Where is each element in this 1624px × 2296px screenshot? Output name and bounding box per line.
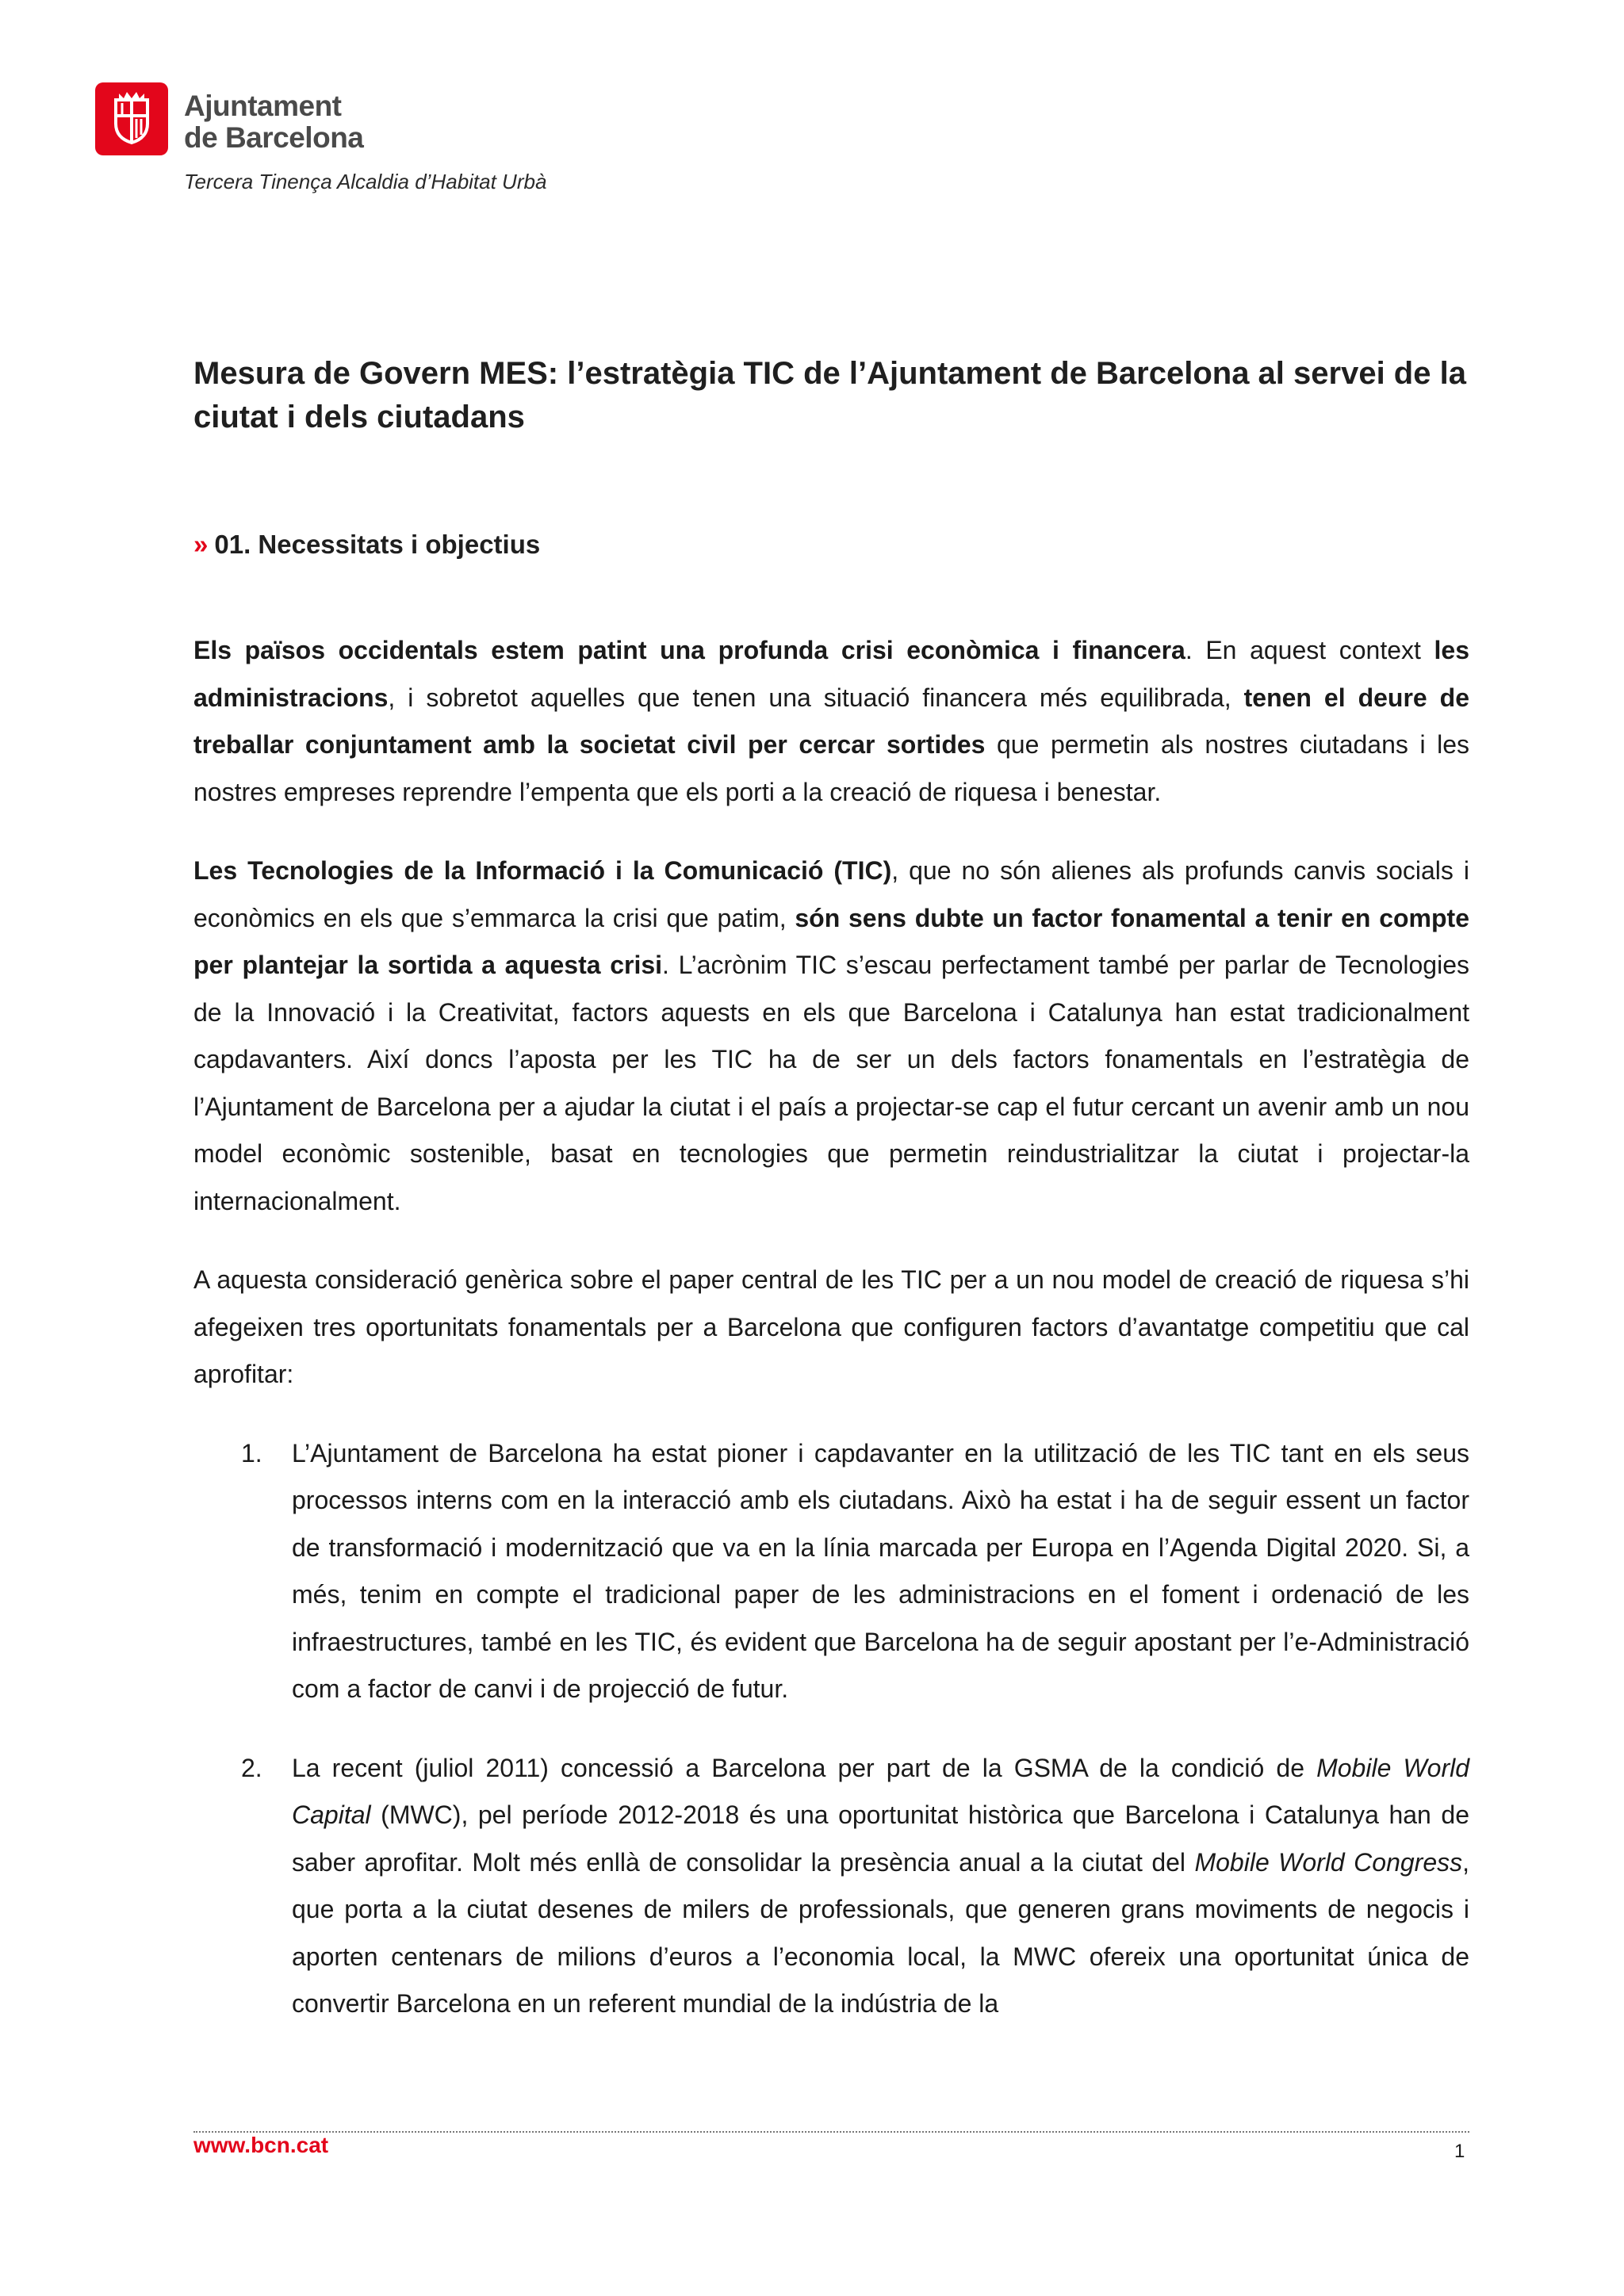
section-marker-icon: » — [193, 530, 209, 559]
bold-phrase: Els països occidentals estem patint una profunda crisi econòmica i financera — [193, 636, 1185, 664]
page-number: 1 — [1454, 2141, 1465, 2162]
list-item — [193, 1430, 1469, 1713]
text-run: que permetin als nostres ciutadans i les nostres empreses reprendre l’empenta que els porti a la creació de riquesa i benestar. — [193, 730, 1470, 806]
list-item-number: 2. — [241, 1753, 262, 1782]
document-title: Mesura de Govern MES: l’estratègia TIC de l’Ajuntament de Barcelona al servei de la ciutat i dels ciutadans — [193, 356, 1466, 434]
text-run: , que porta a la ciutat desenes de milers de professionals, que generen grans moviments de negocis i aporten centenars de milions d’euros a l’economia local, la MWC ofereix una oportunitat única de convertir Barcelona en un referent mundial de la indústria de la — [292, 1847, 1470, 2018]
paragraph-1 — [193, 627, 1469, 816]
list-item — [193, 1745, 1469, 2028]
text-run: La recent (juliol 2011) concessió a Barcelona per part de la GSMA de la condició de — [292, 1753, 1317, 1782]
text-run: , i sobretot aquelles que tenen una situació financera més equilibrada, — [388, 683, 1244, 712]
italic-phrase: Mobile World Congress — [1194, 1847, 1463, 1877]
paragraph-3: A aquesta consideració genèrica sobre el paper central de les TIC per a un nou model de creació de riquesa s’hi afegeixen tres oportunitats fonamentals per a Barcelona que configuren factors d’avantatge competitiu que cal aprofitar: — [193, 1265, 1469, 1388]
list-item-number: 1. — [241, 1438, 262, 1468]
footer-link[interactable]: www.bcn.cat — [193, 2133, 329, 2157]
list-item-text: L’Ajuntament de Barcelona ha estat pioner i capdavanter en la utilització de les TIC tant en els seus processos interns com en la interacció amb els ciutadans. Això ha estat i ha de seguir essent un factor de transformació i modernització que va en la línia marcada per Europa en l’Agenda Digital 2020. Si, a més, tenim en compte el tradicional paper de les administracions en el foment i ordenació de les infraestructures, també en les TIC, és evident que Barcelona ha de seguir apostant per l’e-Administració com a factor de canvi i de projecció de futur. — [292, 1438, 1469, 1703]
bold-phrase: Les Tecnologies de la Informació i la Comunicació (TIC) — [193, 856, 892, 885]
document-body — [193, 627, 1469, 2060]
coat-of-arms-icon — [95, 82, 168, 155]
text-run: . En aquest context — [1185, 636, 1434, 664]
text-run: (MWC), pel període 2012-2018 és una oportunitat històrica que Barcelona i Catalunya han de saber aprofitar. Molt més enllà de consolidar la presència anual a la ciutat del — [292, 1800, 1469, 1877]
text-run: , que no són alienes als profunds canvis socials i econòmics en els que s’emmarca la crisi que patim, — [193, 856, 1470, 932]
section-heading-text: 01. Necessitats i objectius — [214, 530, 541, 559]
department-name: Tercera Tinença Alcaldia d’Habitat Urbà — [184, 170, 547, 193]
bold-phrase: tenen el deure de treballar conjuntament amb la societat civil per cercar sortides — [193, 683, 1469, 759]
bold-phrase: són sens dubte un factor fonamental a tenir en compte per plantejar la sortida a aquesta crisi — [193, 903, 1470, 979]
ajuntament-logo — [95, 82, 363, 155]
logo-line-2: de Barcelona — [184, 121, 364, 154]
italic-phrase: Mobile World Capital — [292, 1753, 1470, 1829]
opportunities-list — [193, 1430, 1469, 2028]
logo-line-1: Ajuntament — [184, 90, 342, 122]
text-run: . L’acrònim TIC s’escau perfectament també per parlar de Tecnologies de la Innovació i la Creativitat, factors aquests en els que Barcelona i Catalunya han estat tradicionalment capdavanters. Així doncs l’aposta per les TIC ha de ser un dels factors fonamentals en l’estratègia de l’Ajuntament de Barcelona per a ajudar la ciutat i el país a projectar-se cap el futur cercant un avenir amb un nou model econòmic sostenible, basat en tecnologies que permetin reindustrialitzar la ciutat i projectar-la internacionalment. — [193, 951, 1470, 1215]
logo-wordmark — [184, 82, 363, 154]
list-item-text — [292, 1754, 1469, 2019]
bold-phrase: les administracions — [193, 636, 1470, 712]
footer-divider — [193, 2131, 1469, 2133]
paragraph-2 — [193, 848, 1469, 1225]
section-heading — [193, 530, 540, 560]
